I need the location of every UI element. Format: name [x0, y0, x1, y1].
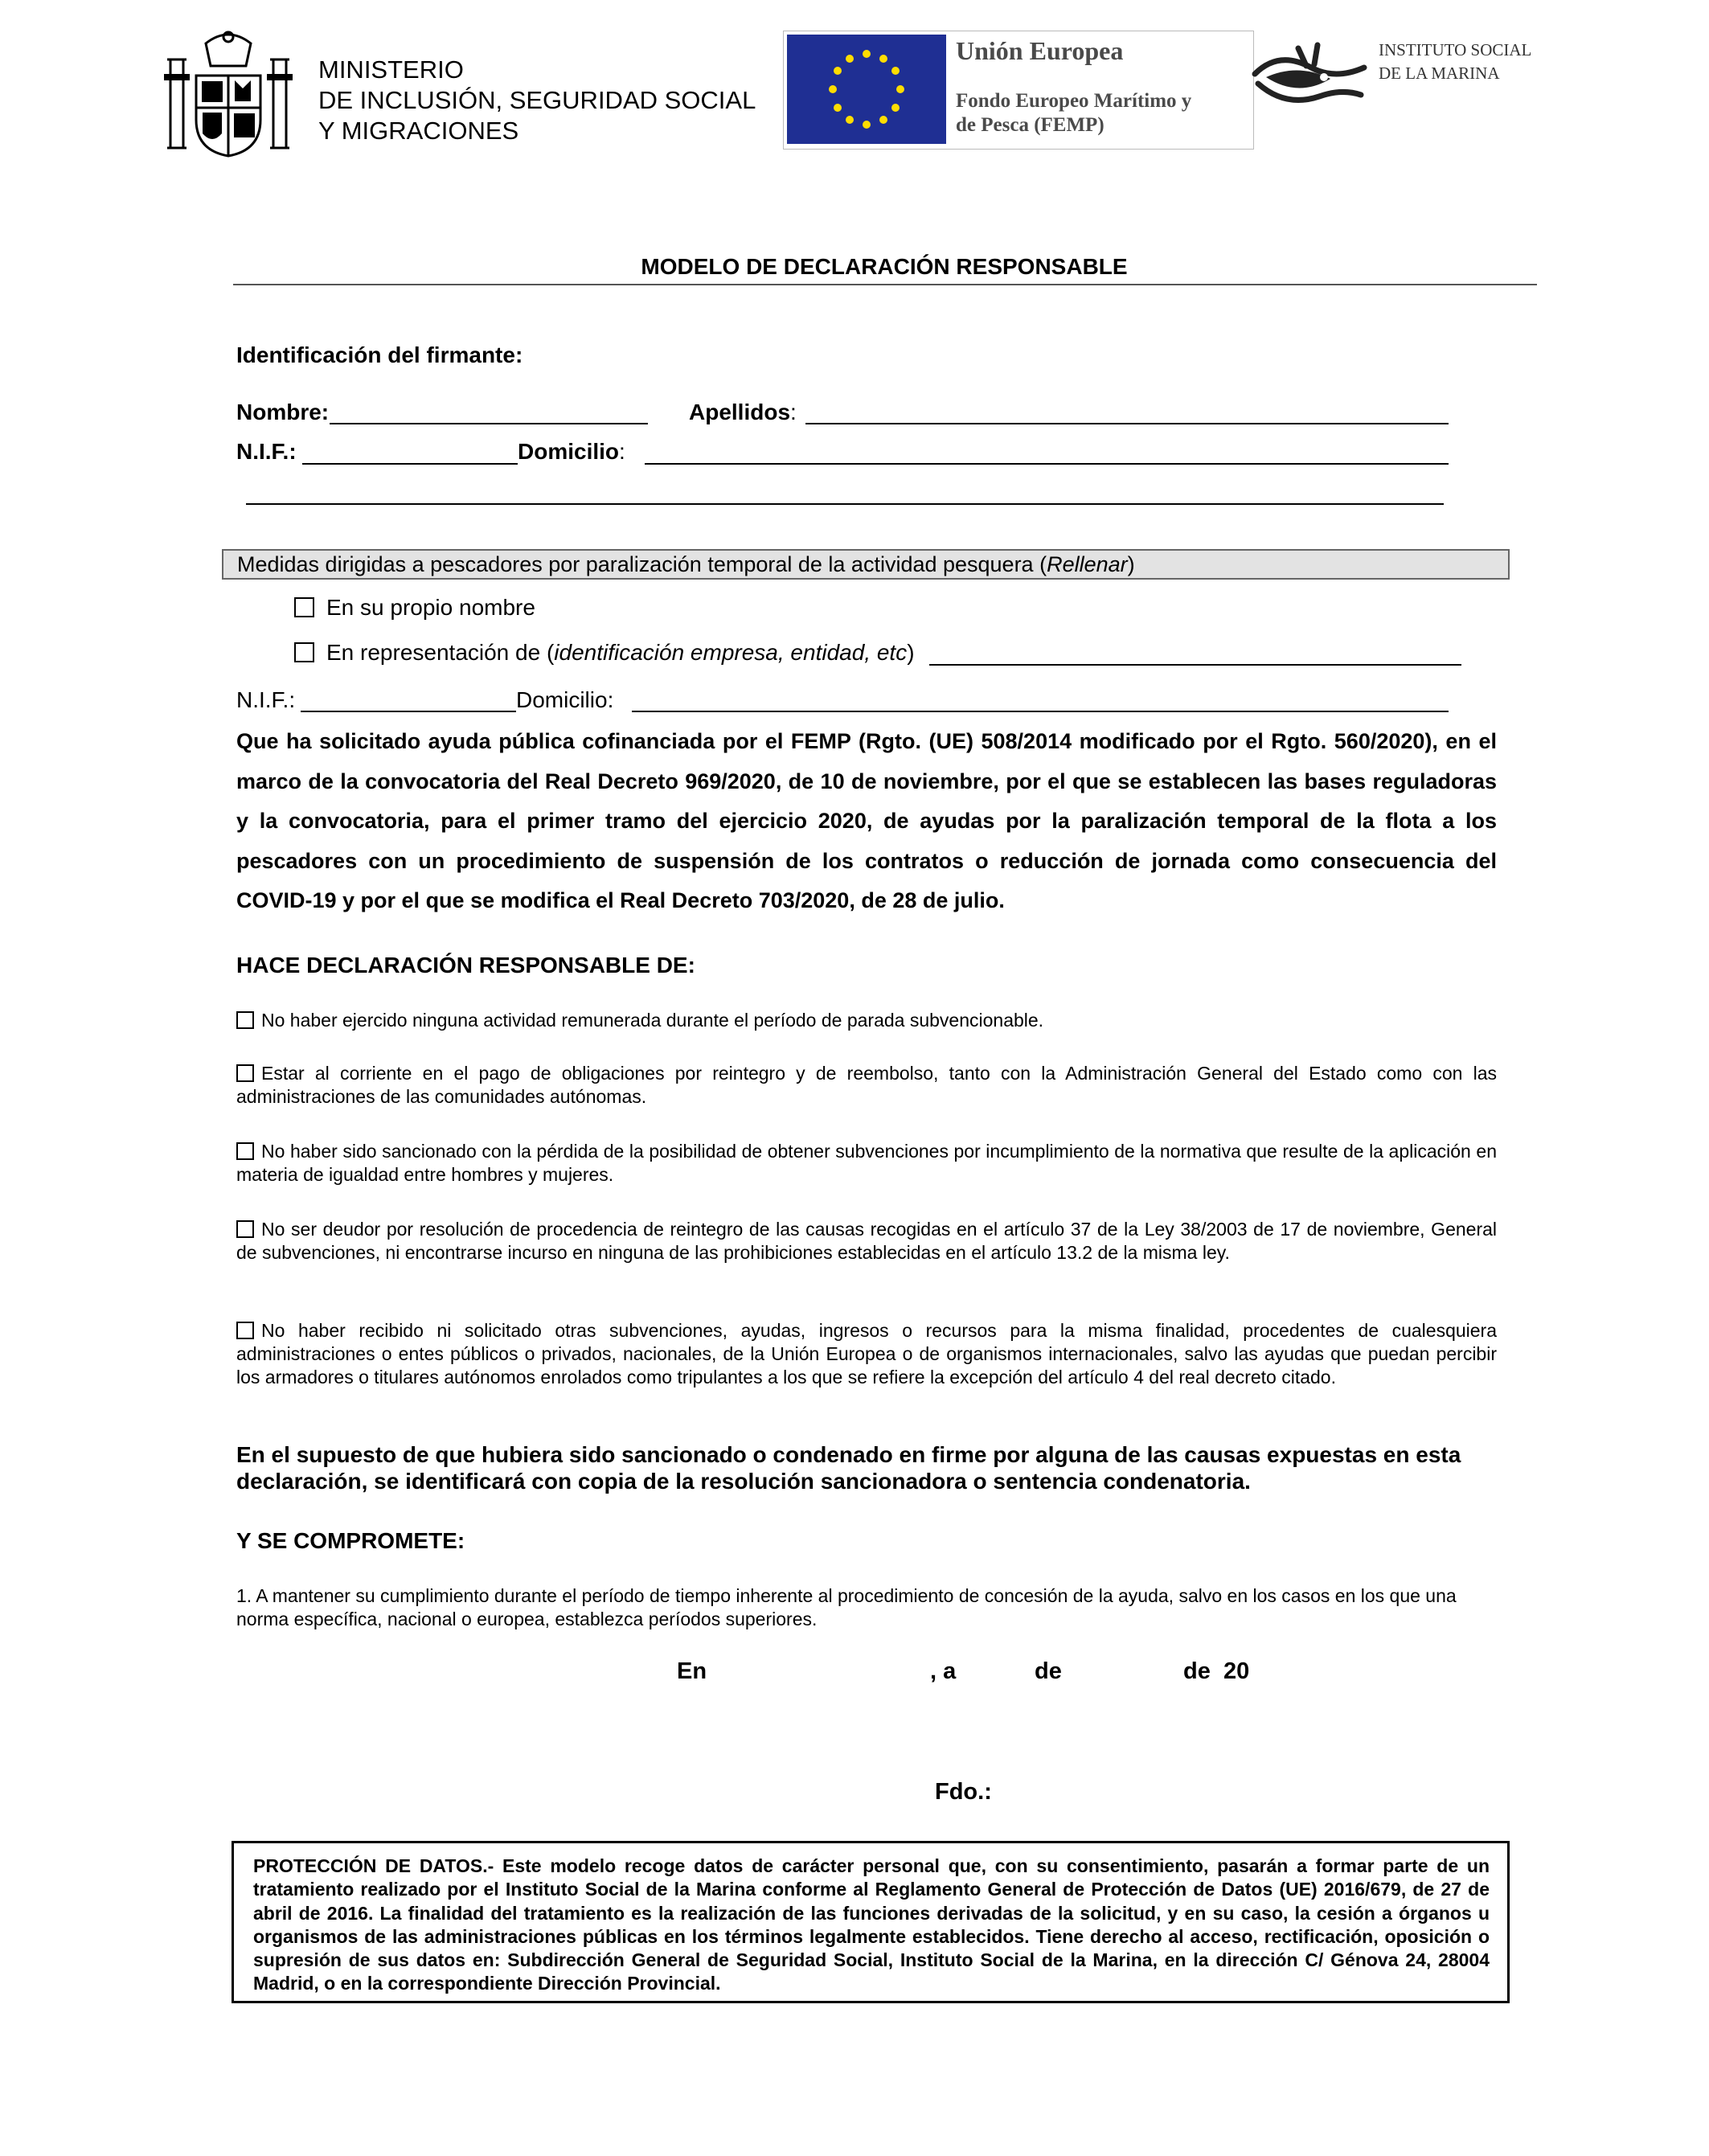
declaration-text: Estar al corriente en el pago de obligaciones por reintegro y de reembolso, tanto con la Administración General del Estado como con las administraciones de las comunidades autónomas. [236, 1063, 1497, 1107]
measures-italic: Rellenar [1047, 552, 1128, 576]
domicilio-field[interactable] [645, 463, 1449, 465]
representation-post: ) [907, 640, 915, 665]
declaration-checkbox[interactable] [236, 1142, 254, 1160]
declaration-text: No ser deudor por resolución de procedencia de reintegro de las causas recogidas en el artículo 37 de la Ley 38/2003 de 17 de noviembre, General de subvenciones, ni encontrarse incurso en ninguna de las prohibiciones establecidas en el artículo 13.2 de la misma ley. [236, 1219, 1497, 1263]
ism-line: DE LA MARINA [1379, 64, 1500, 83]
ministry-line: MINISTERIO [318, 55, 464, 84]
declaration-item [236, 1062, 1497, 1109]
declaration-checkbox[interactable] [236, 1220, 254, 1238]
domicilio-label-text: Domicilio [518, 439, 620, 464]
declaration-checkbox[interactable] [236, 1322, 254, 1339]
declaration-checkbox[interactable] [236, 1011, 254, 1029]
company-nif-field[interactable] [301, 711, 516, 712]
nif-field[interactable] [302, 463, 518, 465]
ministry-line: DE INCLUSIÓN, SEGURIDAD SOCIAL [318, 86, 756, 114]
nombre-label: Nombre: [236, 400, 330, 424]
date-year-label: de 20 [1183, 1658, 1250, 1684]
request-paragraph: Que ha solicitado ayuda pública cofinanciada por el FEMP (Rgto. (UE) 508/2014 modificado por el Rgto. 560/2020), en el marco de la convocatoria del Real Decreto 969/2020, de 10 de noviembre, por el que se establecen las bases reguladoras y la convocatoria, para el primer tramo del ejercicio 2020, de ayudas por la paralización temporal de la flota a los pescadores con un procedimiento de suspensión de los contratos o reducción de jornada como consecuencia del COVID-19 y por el que se modifica el Real Decreto 703/2020, de 28 de julio. [236, 729, 1497, 912]
document-title: MODELO DE DECLARACIÓN RESPONSABLE [641, 254, 1128, 279]
ism-name [1379, 39, 1531, 85]
measures-box [222, 549, 1510, 580]
declaration-text: No haber recibido ni solicitado otras subvenciones, ayudas, ingresos o recursos para la misma finalidad, procedentes de cualesquiera administraciones o entes públicos o privados, nacionales, de la Unión Europea o de organismos internacionales, salvo las ayudas que puedan percibir los armadores o titulares autónomos enrolados como tripulantes a los que se refiere la excepción del artículo 4 del real decreto citado. [236, 1320, 1497, 1387]
ministry-line: Y MIGRACIONES [318, 117, 519, 145]
apellidos-field[interactable] [805, 423, 1449, 424]
declaration-item [236, 1319, 1497, 1389]
declaration-item [236, 1009, 1497, 1032]
nif-label: N.I.F.: [236, 439, 297, 464]
declaration-item [236, 1140, 1497, 1187]
representation-pre: En representación de ( [326, 640, 555, 665]
apellidos-colon: : [790, 400, 797, 424]
sanction-notice: En el supuesto de que hubiera sido sancionado o condenado en firme por alguna de las causas expuestas en esta declaración, se identificará con copia de la resolución sancionadora o sentencia condenatoria. [236, 1442, 1461, 1494]
ism-logo-icon [1250, 42, 1369, 113]
representation-field[interactable] [929, 664, 1461, 666]
own-name-checkbox[interactable] [294, 597, 314, 617]
representation-checkbox[interactable] [294, 642, 314, 662]
company-domicilio-label: Domicilio: [516, 687, 614, 712]
declaration-text: No haber sido sancionado con la pérdida de la posibilidad de obtener subvenciones por incumplimiento de la normativa que resulte de la aplicación en materia de igualdad entre hombres y mujeres. [236, 1141, 1497, 1185]
femp-line: de Pesca (FEMP) [956, 114, 1104, 136]
coat-of-arms-logo [164, 27, 293, 161]
femp-name [956, 89, 1191, 137]
data-protection-notice: PROTECCIÓN DE DATOS.- Este modelo recoge datos de carácter personal que, con su consentimiento, pasarán a formar parte de un tratamiento realizado por el Instituto Social de la Marina conforme al Reglamento General de Protección de Datos (UE) 2016/679, de 27 de abril de 2016. La finalidad del tratamiento es la realización de las funciones derivadas de la solicitud, y en su caso, la cesión a órganos u organismos de las administraciones públicas en los términos legalmente establecidos. Tiene derecho al acceso, rectificación, oposición o supresión de sus datos en: Subdirección General de Seguridad Social, Instituto Social de la Marina, en la dirección C/ Génova 24, 28004 Madrid, o en la correspondiente Dirección Provincial. [232, 1841, 1510, 2003]
apellidos-label [689, 400, 797, 425]
signature-label: Fdo.: [935, 1779, 992, 1805]
eu-femp-logo [783, 31, 1254, 150]
domicilio-label [518, 439, 625, 465]
ism-line: INSTITUTO SOCIAL [1379, 40, 1532, 59]
date-place-label: En [677, 1658, 707, 1684]
domicilio-colon: : [619, 439, 625, 464]
company-domicilio-field[interactable] [632, 711, 1449, 712]
domicilio-field-line2[interactable] [246, 503, 1444, 505]
date-day-label: , a [930, 1658, 957, 1684]
eu-title: Unión Europea [956, 36, 1124, 65]
representation-italic: identificación empresa, entidad, etc [554, 640, 908, 665]
declaration-item [236, 1218, 1497, 1264]
representation-label [326, 640, 915, 666]
apellidos-label-text: Apellidos [689, 400, 791, 424]
company-nif-label: N.I.F.: [236, 687, 296, 712]
measures-text: Medidas dirigidas a pescadores por paralización temporal de la actividad pesquera ( [237, 552, 1047, 576]
ministry-name [318, 55, 756, 146]
nombre-field[interactable] [330, 423, 648, 424]
eu-flag-icon [787, 35, 946, 144]
declaration-checkbox[interactable] [236, 1064, 254, 1082]
femp-line: Fondo Europeo Marítimo y [956, 90, 1192, 112]
own-name-label: En su propio nombre [326, 595, 535, 620]
title-divider [233, 284, 1537, 285]
commitment-item: 1. A mantener su cumplimiento durante el período de tiempo inherente al procedimiento de concesión de la ayuda, salvo en los casos en los que una norma específica, nacional o europea, establezca períodos superiores. [236, 1585, 1457, 1629]
commitment-heading: Y SE COMPROMETE: [236, 1528, 465, 1553]
signer-heading: Identificación del firmante: [236, 342, 523, 367]
declaration-heading: HACE DECLARACIÓN RESPONSABLE DE: [236, 953, 695, 978]
declaration-text: No haber ejercido ninguna actividad remunerada durante el período de parada subvencionable. [261, 1010, 1044, 1031]
date-month-label: de [1035, 1658, 1062, 1684]
measures-close: ) [1127, 552, 1135, 576]
